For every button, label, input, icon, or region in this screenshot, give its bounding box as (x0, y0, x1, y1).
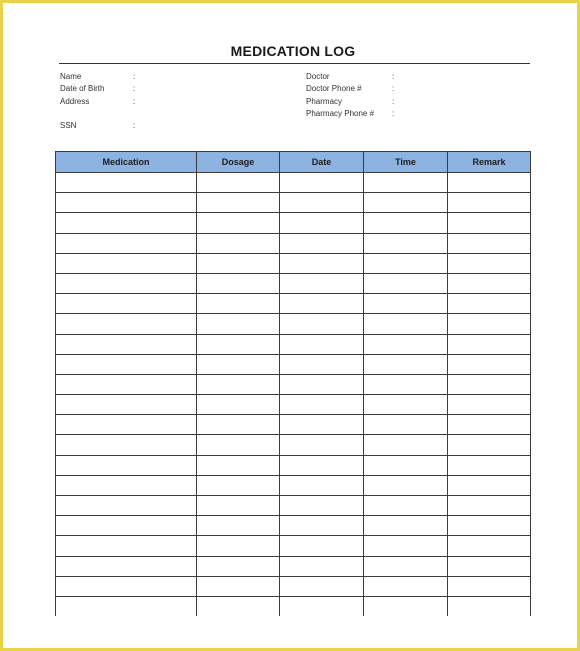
table-cell[interactable] (280, 294, 364, 314)
table-row (56, 455, 531, 475)
table-cell[interactable] (197, 516, 280, 536)
table-cell[interactable] (197, 435, 280, 455)
field-separator: : (392, 84, 395, 94)
table-row (56, 576, 531, 596)
page-title: MEDICATION LOG (230, 43, 356, 59)
table-cell[interactable] (56, 233, 197, 253)
table-cell[interactable] (280, 596, 364, 616)
table-cell[interactable] (56, 435, 197, 455)
table-cell[interactable] (364, 233, 448, 253)
table-cell[interactable] (56, 314, 197, 334)
table-cell[interactable] (280, 556, 364, 576)
field-label: Address (60, 96, 90, 106)
table-cell[interactable] (197, 294, 280, 314)
table-cell[interactable] (364, 556, 448, 576)
table-cell[interactable] (197, 536, 280, 556)
table-row (56, 435, 531, 455)
table-cell[interactable] (280, 173, 364, 193)
table-cell[interactable] (56, 294, 197, 314)
table-cell[interactable] (280, 395, 364, 415)
table-row (56, 193, 531, 213)
table-cell[interactable] (448, 273, 531, 293)
table-cell[interactable] (280, 354, 364, 374)
table-cell[interactable] (448, 314, 531, 334)
column-header-time: Time (364, 152, 448, 173)
table-cell[interactable] (197, 173, 280, 193)
table-cell[interactable] (364, 455, 448, 475)
table-cell[interactable] (56, 516, 197, 536)
field-separator: : (392, 96, 395, 106)
field-separator: : (133, 96, 136, 106)
table-cell[interactable] (448, 374, 531, 394)
field-label: Doctor Phone # (306, 84, 362, 94)
table-cell[interactable] (364, 253, 448, 273)
field-label: SSN (60, 121, 77, 131)
table-cell[interactable] (197, 314, 280, 334)
field-separator: : (133, 84, 136, 94)
table-cell[interactable] (280, 233, 364, 253)
table-cell[interactable] (197, 455, 280, 475)
table-cell[interactable] (197, 596, 280, 616)
column-header-medication: Medication (56, 152, 197, 173)
table-cell[interactable] (197, 193, 280, 213)
table-cell[interactable] (56, 253, 197, 273)
table-cell[interactable] (364, 576, 448, 596)
table-cell[interactable] (364, 213, 448, 233)
table-cell[interactable] (448, 334, 531, 354)
table-cell[interactable] (56, 395, 197, 415)
table-cell[interactable] (448, 213, 531, 233)
table-cell[interactable] (197, 415, 280, 435)
table-row (56, 415, 531, 435)
table-cell[interactable] (448, 354, 531, 374)
table-cell[interactable] (448, 576, 531, 596)
table-cell[interactable] (197, 233, 280, 253)
field-separator: : (133, 121, 136, 131)
table-cell[interactable] (197, 576, 280, 596)
table-cell[interactable] (448, 395, 531, 415)
field-label: Pharmacy (306, 96, 343, 106)
field-ssn (60, 120, 170, 132)
table-row (56, 516, 531, 536)
table-cell[interactable] (280, 374, 364, 394)
table-row (56, 395, 531, 415)
table-cell[interactable] (364, 173, 448, 193)
table-cell[interactable] (448, 435, 531, 455)
table-cell[interactable] (364, 193, 448, 213)
table-cell[interactable] (364, 596, 448, 616)
table-row (56, 496, 531, 516)
table-cell[interactable] (280, 193, 364, 213)
table-cell[interactable] (197, 334, 280, 354)
table-cell[interactable] (448, 415, 531, 435)
field-doctor-phone (306, 83, 416, 95)
field-name (60, 71, 170, 83)
field-label: Pharmacy Phone # (306, 108, 375, 118)
doctor-info-fields (306, 71, 416, 120)
table-cell[interactable] (56, 556, 197, 576)
table-row (56, 556, 531, 576)
table-cell[interactable] (448, 536, 531, 556)
table-row (56, 334, 531, 354)
table-cell[interactable] (364, 435, 448, 455)
table-row (56, 475, 531, 495)
table-cell[interactable] (448, 496, 531, 516)
table-cell[interactable] (448, 596, 531, 616)
table-cell[interactable] (280, 475, 364, 495)
table-cell[interactable] (56, 536, 197, 556)
table-cell[interactable] (56, 596, 197, 616)
medication-log-table (55, 151, 531, 616)
table-cell[interactable] (280, 273, 364, 293)
table-cell[interactable] (280, 576, 364, 596)
table-cell[interactable] (56, 173, 197, 193)
table-cell[interactable] (448, 294, 531, 314)
table-cell[interactable] (56, 455, 197, 475)
patient-info-fields (60, 71, 170, 133)
table-cell[interactable] (280, 455, 364, 475)
column-header-date: Date (280, 152, 364, 173)
table-cell[interactable] (56, 213, 197, 233)
table-cell[interactable] (56, 334, 197, 354)
table-cell[interactable] (448, 193, 531, 213)
table-cell[interactable] (56, 496, 197, 516)
table-cell[interactable] (197, 213, 280, 233)
field-address (60, 96, 170, 108)
table-cell[interactable] (280, 516, 364, 536)
table-row (56, 536, 531, 556)
table-cell[interactable] (197, 556, 280, 576)
table-row (56, 213, 531, 233)
table-cell[interactable] (197, 253, 280, 273)
table-cell[interactable] (280, 415, 364, 435)
table-cell[interactable] (448, 253, 531, 273)
field-doctor (306, 71, 416, 83)
table-cell[interactable] (364, 354, 448, 374)
table-cell[interactable] (56, 475, 197, 495)
field-pharmacy-phone (306, 108, 416, 120)
table-cell[interactable] (280, 536, 364, 556)
column-header-dosage: Dosage (197, 152, 280, 173)
table-cell[interactable] (364, 334, 448, 354)
table-row (56, 374, 531, 394)
table-cell[interactable] (280, 253, 364, 273)
table-row (56, 354, 531, 374)
table-cell[interactable] (56, 415, 197, 435)
table-cell[interactable] (364, 536, 448, 556)
table-cell[interactable] (197, 496, 280, 516)
table-cell[interactable] (197, 354, 280, 374)
table-cell[interactable] (197, 395, 280, 415)
table-cell[interactable] (448, 455, 531, 475)
table-cell[interactable] (280, 314, 364, 334)
table-cell[interactable] (364, 273, 448, 293)
table-cell[interactable] (280, 496, 364, 516)
table-cell[interactable] (197, 475, 280, 495)
table-cell[interactable] (56, 273, 197, 293)
field-label: Date of Birth (60, 84, 105, 94)
table-body (56, 173, 531, 617)
column-header-remark: Remark (448, 152, 531, 173)
table-cell[interactable] (280, 334, 364, 354)
table-cell[interactable] (280, 213, 364, 233)
table-row (56, 294, 531, 314)
field-date-of-birth (60, 83, 170, 95)
table-row (56, 314, 531, 334)
table-row (56, 173, 531, 193)
table-cell[interactable] (56, 354, 197, 374)
table-cell[interactable] (364, 475, 448, 495)
table-cell[interactable] (280, 435, 364, 455)
table-cell[interactable] (448, 475, 531, 495)
table-header-row (56, 152, 531, 173)
table-cell[interactable] (56, 193, 197, 213)
table-row (56, 273, 531, 293)
field-separator: : (392, 108, 395, 118)
table-row (56, 233, 531, 253)
title-underline (59, 63, 530, 64)
table-cell[interactable] (448, 516, 531, 536)
table-cell[interactable] (364, 496, 448, 516)
table-cell[interactable] (364, 314, 448, 334)
table-cell[interactable] (56, 374, 197, 394)
field-separator: : (133, 72, 136, 81)
table-cell[interactable] (56, 576, 197, 596)
table-cell[interactable] (364, 415, 448, 435)
table-cell[interactable] (364, 395, 448, 415)
table-cell[interactable] (197, 374, 280, 394)
table-row (56, 596, 531, 616)
table-cell[interactable] (448, 556, 531, 576)
field-label: Doctor (306, 72, 330, 81)
table-row (56, 253, 531, 273)
table-cell[interactable] (364, 374, 448, 394)
field-pharmacy (306, 96, 416, 108)
table-cell[interactable] (197, 273, 280, 293)
field-label: Name (60, 72, 82, 81)
table-cell[interactable] (448, 173, 531, 193)
table-cell[interactable] (364, 294, 448, 314)
table-cell[interactable] (448, 233, 531, 253)
field-separator: : (392, 72, 395, 81)
table-cell[interactable] (364, 516, 448, 536)
